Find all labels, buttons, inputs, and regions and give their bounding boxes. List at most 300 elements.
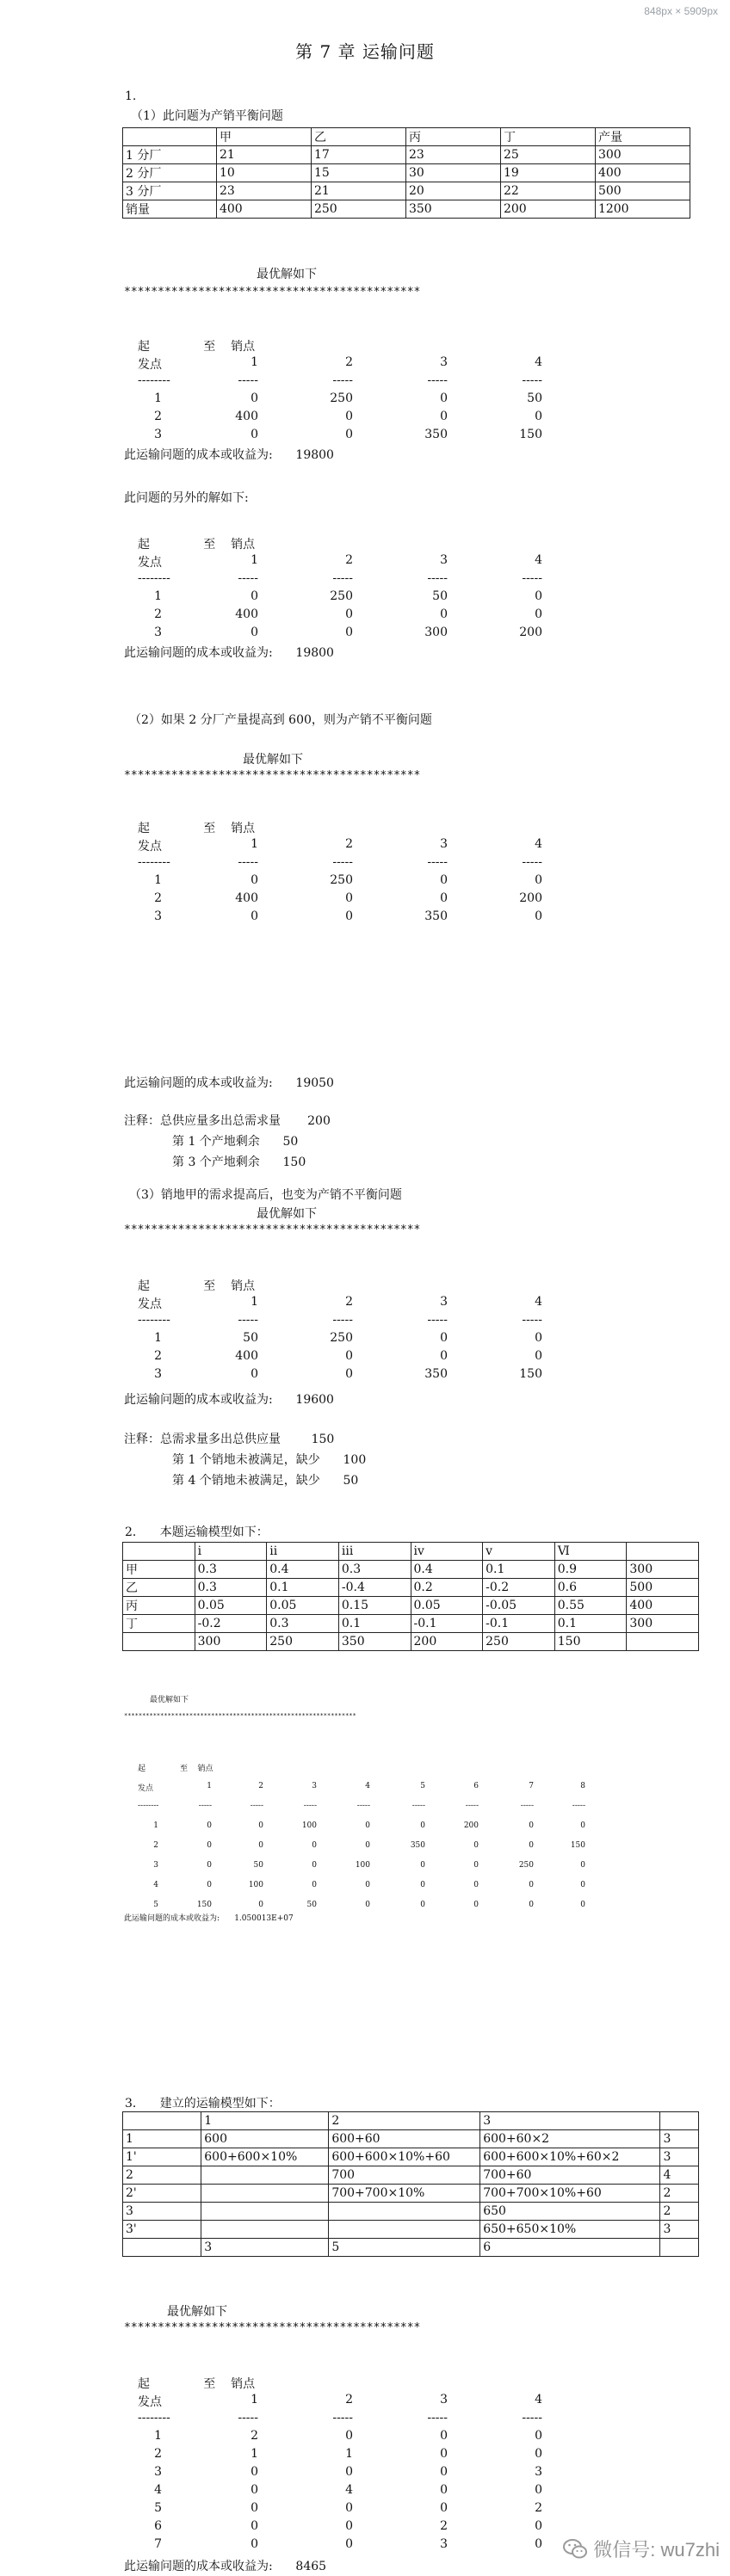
solution-header-1: 起 至 销点 xyxy=(138,538,256,552)
q2-heading: （2）如果 2 分厂产量提高到 600，则为产销不平衡问题 xyxy=(129,713,432,727)
q3-heading: （3）销地甲的需求提高后，也变为产销不平衡问题 xyxy=(129,1188,402,1202)
column-number: 2 xyxy=(345,553,353,567)
solution-value: 0 xyxy=(207,1881,212,1889)
table-cell: 甲 xyxy=(216,128,311,146)
dash-separator: ----- xyxy=(427,1313,448,1327)
solution-value: 0 xyxy=(258,1841,263,1850)
table-row xyxy=(123,2185,699,2203)
table-cell: -0.2 xyxy=(483,1579,555,1597)
table-cell: 3 xyxy=(660,2148,699,2166)
solution-value: 0 xyxy=(312,1861,317,1870)
solution-value: 0 xyxy=(420,1821,425,1830)
origin-number: 3 xyxy=(154,626,162,639)
table-cell: 丙 xyxy=(123,1597,195,1615)
table-cell xyxy=(329,2203,480,2221)
q1-heading: （1）此问题为产销平衡问题 xyxy=(131,109,283,123)
solution-value: 0 xyxy=(529,1821,534,1830)
column-number: 2 xyxy=(258,1782,263,1790)
solution-value: 2 xyxy=(535,2501,542,2515)
solution-value: 50 xyxy=(243,1331,258,1345)
solution-value: 0 xyxy=(440,2447,448,2461)
dash-separator: ----- xyxy=(238,373,258,387)
column-number: 1 xyxy=(251,837,258,851)
solution-value: 0 xyxy=(580,1901,585,1909)
q3-cost: 此运输问题的成本或收益为: 19600 xyxy=(124,1393,334,1407)
solution-value: 50 xyxy=(527,391,542,405)
table-header-row xyxy=(123,2112,699,2130)
solution-value: 0 xyxy=(251,2465,258,2479)
table-row xyxy=(123,182,690,200)
table-cell: 1 xyxy=(123,2130,201,2148)
solution-value: 0 xyxy=(535,1331,542,1345)
solution-value: 0 xyxy=(345,626,353,639)
solution-value: 0 xyxy=(535,2447,542,2461)
solution-value: 0 xyxy=(365,1901,370,1909)
solution-value: 0 xyxy=(473,1841,479,1850)
solution-value: 0 xyxy=(440,2501,448,2515)
table-cell: 600+600×10%+60 xyxy=(329,2148,480,2166)
chapter-title: 第 7 章 运输问题 xyxy=(295,41,435,62)
dash-separator: ----- xyxy=(238,855,258,869)
q1-cost-1: 此运输问题的成本或收益为: 19800 xyxy=(124,448,334,462)
column-number: 4 xyxy=(535,837,542,851)
table-cell: 0.15 xyxy=(338,1597,411,1615)
dash-separator: -------- xyxy=(138,2411,170,2425)
dash-separator: ----- xyxy=(520,1802,534,1810)
table-row xyxy=(123,1579,699,1597)
table-cell: 4 xyxy=(660,2166,699,2185)
origin-number: 2 xyxy=(154,1349,162,1363)
solution-value: 350 xyxy=(424,1367,448,1381)
solution-value: 100 xyxy=(355,1861,370,1870)
solution-value: 0 xyxy=(345,1349,353,1363)
table-cell: 700 xyxy=(329,2166,480,2185)
table-cell: 0.1 xyxy=(267,1579,339,1597)
solution-value: 0 xyxy=(345,2537,353,2551)
table-cell: -0.05 xyxy=(483,1597,555,1615)
solution-value: 0 xyxy=(345,2465,353,2479)
q1-cost-table xyxy=(122,127,690,219)
table-cell xyxy=(329,2221,480,2239)
column-number: 4 xyxy=(535,355,542,369)
table-cell: 2 分厂 xyxy=(123,164,217,182)
dash-separator: ----- xyxy=(427,2411,448,2425)
dash-separator: -------- xyxy=(138,373,170,387)
table-cell: 19 xyxy=(500,164,595,182)
table-cell: 650+650×10% xyxy=(480,2221,660,2239)
table-cell: 21 xyxy=(311,182,405,200)
p2-cost-table xyxy=(122,1542,699,1651)
solution-header-1: 起 至 销点 xyxy=(138,1279,256,1293)
origin-number: 2 xyxy=(154,607,162,621)
table-cell: 甲 xyxy=(123,1561,195,1579)
solution-value: 100 xyxy=(301,1821,317,1830)
table-cell: 30 xyxy=(405,164,500,182)
solution-value: 0 xyxy=(345,2429,353,2443)
table-row xyxy=(123,1615,699,1633)
solution-value: 0 xyxy=(345,428,353,441)
solution-value: 0 xyxy=(440,2429,448,2443)
table-cell: 2 xyxy=(123,2166,201,2185)
dash-separator: ----- xyxy=(198,1802,212,1810)
solution-value: 0 xyxy=(251,2483,258,2497)
table-cell: 1 xyxy=(201,2112,329,2130)
column-number: 2 xyxy=(345,1295,353,1309)
solution-header-1: 起 至 销点 xyxy=(138,822,256,835)
solution-value: 250 xyxy=(330,873,353,887)
solution-value: 0 xyxy=(251,2519,258,2533)
column-number: 2 xyxy=(345,837,353,851)
table-cell: 23 xyxy=(405,146,500,164)
table-cell: 0.55 xyxy=(554,1597,627,1615)
table-cell: 1' xyxy=(123,2148,201,2166)
solution-value: 0 xyxy=(420,1861,425,1870)
column-number: 8 xyxy=(580,1782,585,1790)
origin-number: 5 xyxy=(153,1901,158,1909)
solution-value: 0 xyxy=(258,1901,263,1909)
solution-value: 0 xyxy=(365,1821,370,1830)
solution-value: 150 xyxy=(196,1901,212,1909)
solution-value: 150 xyxy=(519,428,542,441)
column-number: 3 xyxy=(440,2393,448,2407)
q2-note-3: 第 3 个产地剩余 150 xyxy=(172,1156,306,1169)
table-cell xyxy=(660,2112,699,2130)
origin-number: 1 xyxy=(153,1821,158,1830)
origin-number: 1 xyxy=(154,589,162,603)
table-cell: 0.1 xyxy=(338,1615,411,1633)
column-number: 2 xyxy=(345,355,353,369)
origin-number: 3 xyxy=(154,428,162,441)
table-row xyxy=(123,1561,699,1579)
column-number: 2 xyxy=(345,2393,353,2407)
solution-value: 0 xyxy=(535,1349,542,1363)
solution-value: 0 xyxy=(580,1821,585,1830)
table-cell: 350 xyxy=(338,1633,411,1651)
dash-separator: ----- xyxy=(250,1802,263,1810)
solution-value: 0 xyxy=(365,1841,370,1850)
solution-value: 350 xyxy=(424,909,448,923)
solution-value: 0 xyxy=(473,1861,479,1870)
table-cell: 200 xyxy=(411,1633,483,1651)
table-cell: 0.9 xyxy=(554,1561,627,1579)
q2-cost: 此运输问题的成本或收益为: 19050 xyxy=(124,1076,334,1090)
solution-header-2: 发点 xyxy=(138,840,162,854)
solution-value: 0 xyxy=(251,626,258,639)
solution-value: 50 xyxy=(306,1901,317,1909)
origin-number: 2 xyxy=(154,410,162,423)
q2-best-label: 最优解如下 xyxy=(243,753,303,767)
solution-value: 0 xyxy=(345,891,353,905)
origin-number: 6 xyxy=(154,2519,162,2533)
solution-value: 0 xyxy=(365,1881,370,1889)
dash-separator: ----- xyxy=(522,571,542,585)
table-cell: 300 xyxy=(627,1561,699,1579)
table-cell: 销量 xyxy=(123,200,217,219)
solution-header-1: 起 至 销点 xyxy=(138,340,256,354)
q1-other-solution-label: 此问题的另外的解如下: xyxy=(124,491,249,505)
dash-separator: ----- xyxy=(411,1802,425,1810)
table-cell xyxy=(660,2239,699,2257)
solution-value: 0 xyxy=(440,2483,448,2497)
table-cell: 20 xyxy=(405,182,500,200)
table-cell: ii xyxy=(267,1543,339,1561)
table-row xyxy=(123,2221,699,2239)
p3-cost: 此运输问题的成本或收益为: 8465 xyxy=(124,2560,327,2573)
table-cell xyxy=(627,1633,699,1651)
solution-value: 2 xyxy=(440,2519,448,2533)
origin-number: 4 xyxy=(153,1881,158,1889)
solution-value: 0 xyxy=(440,2465,448,2479)
solution-value: 0 xyxy=(535,2429,542,2443)
table-cell: 650 xyxy=(480,2203,660,2221)
solution-value: 0 xyxy=(345,1367,353,1381)
table-cell: 丁 xyxy=(500,128,595,146)
solution-value: 0 xyxy=(535,410,542,423)
table-cell: 0.1 xyxy=(554,1615,627,1633)
origin-number: 1 xyxy=(154,1331,162,1345)
table-cell: 1200 xyxy=(595,200,690,219)
p2-cost: 此运输问题的成本或收益为: 1.050013E+07 xyxy=(124,1914,294,1923)
solution-value: 1 xyxy=(345,2447,353,2461)
table-cell: 0.3 xyxy=(195,1579,267,1597)
solution-value: 0 xyxy=(207,1861,212,1870)
table-cell: v xyxy=(483,1543,555,1561)
table-cell: 0.3 xyxy=(338,1561,411,1579)
table-cell: 21 xyxy=(216,146,311,164)
q2-note-2: 第 1 个产地剩余 50 xyxy=(172,1135,299,1149)
column-number: 7 xyxy=(529,1782,534,1790)
dash-separator: ----- xyxy=(427,855,448,869)
table-cell xyxy=(123,1633,195,1651)
problem-1-number: 1. xyxy=(125,89,137,103)
column-number: 3 xyxy=(440,1295,448,1309)
q1-stars-divider: ******************************************** xyxy=(124,286,421,299)
column-number: 1 xyxy=(207,1782,212,1790)
solution-value: 0 xyxy=(535,589,542,603)
table-cell: 250 xyxy=(483,1633,555,1651)
origin-number: 2 xyxy=(154,2447,162,2461)
q2-note-1: 注释：总供应量多出总需求量 200 xyxy=(124,1114,331,1128)
table-cell: 0.4 xyxy=(411,1561,483,1579)
dash-separator: ----- xyxy=(332,1313,353,1327)
solution-value: 0 xyxy=(529,1841,534,1850)
table-cell: 丁 xyxy=(123,1615,195,1633)
origin-number: 3 xyxy=(154,1367,162,1381)
solution-header-2: 发点 xyxy=(138,1297,162,1311)
origin-number: 4 xyxy=(154,2483,162,2497)
solution-value: 0 xyxy=(251,589,258,603)
solution-value: 250 xyxy=(330,391,353,405)
table-row xyxy=(123,200,690,219)
table-row xyxy=(123,2166,699,2185)
table-cell: 600 xyxy=(201,2130,329,2148)
table-row xyxy=(123,2239,699,2257)
image-dimensions-label: 848px × 5909px xyxy=(644,5,718,17)
table-cell: 3 分厂 xyxy=(123,182,217,200)
table-cell xyxy=(123,128,217,146)
solution-value: 0 xyxy=(345,607,353,621)
dash-separator: ----- xyxy=(522,2411,542,2425)
q1-cost-2: 此运输问题的成本或收益为: 19800 xyxy=(124,646,334,660)
p2-stars-divider: **************************************************************** xyxy=(124,1712,356,1719)
solution-value: 350 xyxy=(424,428,448,441)
solution-header-2: 发点 xyxy=(138,556,162,570)
table-cell: 150 xyxy=(554,1633,627,1651)
solution-value: 3 xyxy=(440,2537,448,2551)
column-number: 3 xyxy=(312,1782,317,1790)
table-cell: 3 xyxy=(480,2112,660,2130)
solution-value: 0 xyxy=(251,909,258,923)
column-number: 1 xyxy=(251,1295,258,1309)
origin-number: 5 xyxy=(154,2501,162,2515)
solution-value: 0 xyxy=(440,410,448,423)
solution-value: 400 xyxy=(235,1349,258,1363)
table-cell: i xyxy=(195,1543,267,1561)
table-cell: 400 xyxy=(216,200,311,219)
column-number: 1 xyxy=(251,2393,258,2407)
solution-value: 250 xyxy=(518,1861,534,1870)
column-number: 3 xyxy=(440,355,448,369)
column-number: 4 xyxy=(535,553,542,567)
wechat-watermark xyxy=(562,2536,720,2562)
solution-value: 0 xyxy=(345,410,353,423)
table-row xyxy=(123,1597,699,1615)
origin-number: 2 xyxy=(153,1841,158,1850)
solution-value: 150 xyxy=(570,1841,585,1850)
solution-value: 50 xyxy=(432,589,448,603)
q2-stars-divider: ******************************************** xyxy=(124,769,421,782)
solution-value: 0 xyxy=(440,873,448,887)
table-cell: 400 xyxy=(595,164,690,182)
q3-note-3: 第 4 个销地未被满足，缺少 50 xyxy=(172,1474,359,1488)
solution-value: 0 xyxy=(529,1881,534,1889)
solution-value: 0 xyxy=(312,1881,317,1889)
solution-value: 100 xyxy=(248,1881,263,1889)
table-cell xyxy=(123,1543,195,1561)
solution-value: 0 xyxy=(251,391,258,405)
table-cell: 250 xyxy=(311,200,405,219)
dash-separator: ----- xyxy=(427,373,448,387)
table-cell xyxy=(201,2166,329,2185)
table-cell: 17 xyxy=(311,146,405,164)
solution-value: 0 xyxy=(312,1841,317,1850)
table-cell: 3' xyxy=(123,2221,201,2239)
table-cell xyxy=(123,2239,201,2257)
table-cell: 2 xyxy=(660,2203,699,2221)
table-header-row xyxy=(123,1543,699,1561)
table-cell: 600+600×10%+60×2 xyxy=(480,2148,660,2166)
table-cell: 2 xyxy=(660,2185,699,2203)
table-cell: 乙 xyxy=(123,1579,195,1597)
table-cell: 700+700×10%+60 xyxy=(480,2185,660,2203)
solution-value: 0 xyxy=(420,1881,425,1889)
table-cell: 0.1 xyxy=(483,1561,555,1579)
solution-value: 0 xyxy=(251,2537,258,2551)
dash-separator: -------- xyxy=(138,571,170,585)
solution-value: 2 xyxy=(251,2429,258,2443)
solution-value: 0 xyxy=(420,1901,425,1909)
q3-note-1: 注释：总需求量多出总供应量 150 xyxy=(124,1433,335,1446)
table-cell: 600+600×10% xyxy=(201,2148,329,2166)
dash-separator: -------- xyxy=(138,1313,170,1327)
solution-value: 0 xyxy=(580,1861,585,1870)
solution-value: 0 xyxy=(207,1841,212,1850)
table-row xyxy=(123,2130,699,2148)
solution-value: 0 xyxy=(251,1367,258,1381)
solution-value: 0 xyxy=(345,2501,353,2515)
table-cell: iv xyxy=(411,1543,483,1561)
column-number: 4 xyxy=(365,1782,370,1790)
solution-value: 0 xyxy=(535,607,542,621)
solution-value: 0 xyxy=(473,1881,479,1889)
column-number: 5 xyxy=(420,1782,425,1790)
dash-separator: ----- xyxy=(427,571,448,585)
table-cell xyxy=(201,2221,329,2239)
table-cell: 6 xyxy=(480,2239,660,2257)
p3-best-label: 最优解如下 xyxy=(167,2305,227,2319)
table-cell: iii xyxy=(338,1543,411,1561)
column-number: 6 xyxy=(473,1782,479,1790)
origin-number: 1 xyxy=(154,873,162,887)
solution-value: 0 xyxy=(440,607,448,621)
table-cell: 25 xyxy=(500,146,595,164)
table-cell: 0.3 xyxy=(267,1615,339,1633)
column-number: 4 xyxy=(535,2393,542,2407)
origin-number: 1 xyxy=(154,2429,162,2443)
solution-value: 3 xyxy=(535,2465,542,2479)
table-cell: 0.2 xyxy=(411,1579,483,1597)
solution-value: 0 xyxy=(440,1331,448,1345)
p2-best-label: 最优解如下 xyxy=(150,1696,189,1704)
table-cell: 3 xyxy=(660,2130,699,2148)
table-cell: 0.05 xyxy=(411,1597,483,1615)
solution-value: 0 xyxy=(345,2519,353,2533)
table-cell: 300 xyxy=(595,146,690,164)
table-row xyxy=(123,146,690,164)
solution-value: 200 xyxy=(519,626,542,639)
table-cell: 3 xyxy=(201,2239,329,2257)
table-cell: 产量 xyxy=(595,128,690,146)
table-cell xyxy=(201,2203,329,2221)
table-cell: -0.2 xyxy=(195,1615,267,1633)
solution-value: 4 xyxy=(345,2483,353,2497)
solution-value: 0 xyxy=(473,1901,479,1909)
p3-stars-divider: ******************************************** xyxy=(124,2321,421,2334)
solution-value: 0 xyxy=(440,1349,448,1363)
column-number: 3 xyxy=(440,837,448,851)
solution-value: 0 xyxy=(440,391,448,405)
solution-value: 0 xyxy=(535,873,542,887)
solution-value: 0 xyxy=(535,2483,542,2497)
table-cell: 700+60 xyxy=(480,2166,660,2185)
column-number: 4 xyxy=(535,1295,542,1309)
solution-value: 150 xyxy=(519,1367,542,1381)
dash-separator: ----- xyxy=(332,855,353,869)
table-cell: 300 xyxy=(627,1615,699,1633)
table-cell: 600+60 xyxy=(329,2130,480,2148)
column-number: 1 xyxy=(251,355,258,369)
table-row xyxy=(123,2148,699,2166)
dash-separator: ----- xyxy=(238,2411,258,2425)
table-cell: 250 xyxy=(267,1633,339,1651)
solution-value: 0 xyxy=(535,2519,542,2533)
solution-value: 300 xyxy=(424,626,448,639)
table-cell: 1 分厂 xyxy=(123,146,217,164)
solution-value: 0 xyxy=(251,428,258,441)
p2-heading: 2． 本题运输模型如下： xyxy=(125,1525,269,1539)
origin-number: 2 xyxy=(154,891,162,905)
origin-number: 1 xyxy=(154,391,162,405)
